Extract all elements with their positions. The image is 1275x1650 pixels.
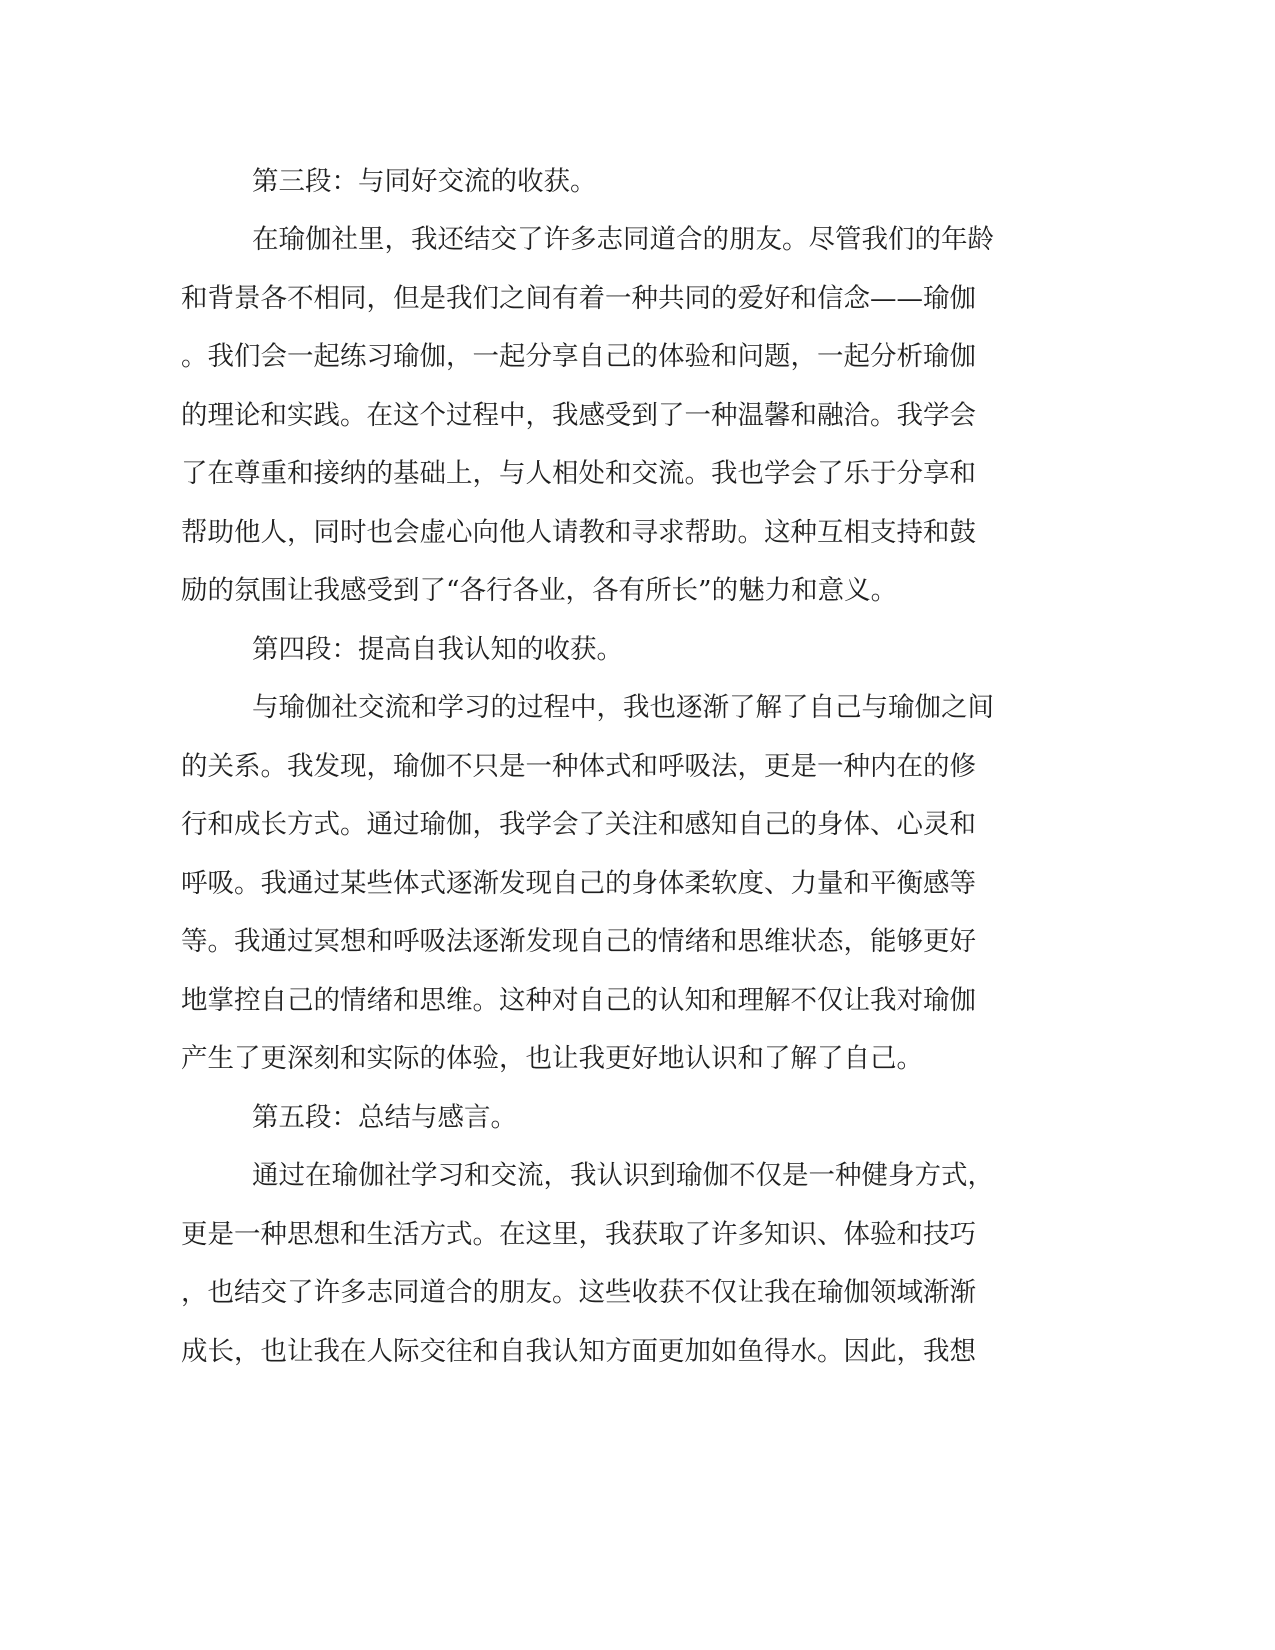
text-line: 地掌控自己的情绪和思维。这种对自己的认知和理解不仅让我对瑜伽 xyxy=(181,985,976,1016)
section-heading-4 xyxy=(0,630,1275,670)
text-line: 第四段：提高自我认知的收获。 xyxy=(252,634,623,665)
text-line: 行和成长方式。通过瑜伽，我学会了关注和感知自己的身体、心灵和 xyxy=(181,809,976,840)
paragraph-line xyxy=(0,396,1275,436)
text-line: 与瑜伽社交流和学习的过程中，我也逐渐了解了自己与瑜伽之间 xyxy=(252,692,994,723)
paragraph-line xyxy=(0,220,1275,260)
paragraph-line xyxy=(0,1215,1275,1255)
text-line: 通过在瑜伽社学习和交流，我认识到瑜伽不仅是一种健身方式， xyxy=(252,1160,994,1191)
section-heading-3 xyxy=(0,162,1275,202)
text-line: 和背景各不相同，但是我们之间有着一种共同的爱好和信念——瑜伽 xyxy=(181,283,976,314)
paragraph-line xyxy=(0,571,1275,611)
text-line: 的理论和实践。在这个过程中，我感受到了一种温馨和融洽。我学会 xyxy=(181,400,976,431)
text-line: 呼吸。我通过某些体式逐渐发现自己的身体柔软度、力量和平衡感等 xyxy=(181,868,976,899)
section-heading-5 xyxy=(0,1098,1275,1138)
text-line: 第三段：与同好交流的收获。 xyxy=(252,166,597,197)
paragraph-line xyxy=(0,1156,1275,1196)
text-line: 等。我通过冥想和呼吸法逐渐发现自己的情绪和思维状态，能够更好 xyxy=(181,926,976,957)
text-line: 帮助他人，同时也会虚心向他人请教和寻求帮助。这种互相支持和鼓 xyxy=(181,517,976,548)
paragraph-line xyxy=(0,513,1275,553)
paragraph-line xyxy=(0,1273,1275,1313)
paragraph-line xyxy=(0,1039,1275,1079)
paragraph-line xyxy=(0,805,1275,845)
text-line: 了在尊重和接纳的基础上，与人相处和交流。我也学会了乐于分享和 xyxy=(181,458,976,489)
text-line: 更是一种思想和生活方式。在这里，我获取了许多知识、体验和技巧 xyxy=(181,1219,976,1250)
paragraph-line xyxy=(0,337,1275,377)
paragraph-line xyxy=(0,864,1275,904)
paragraph-line xyxy=(0,922,1275,962)
paragraph-line xyxy=(0,688,1275,728)
text-line: 产生了更深刻和实际的体验，也让我更好地认识和了解了自己。 xyxy=(181,1043,923,1074)
paragraph-line xyxy=(0,747,1275,787)
text-line: ，也结交了许多志同道合的朋友。这些收获不仅让我在瑜伽领域渐渐 xyxy=(181,1277,976,1308)
text-line: 励的氛围让我感受到了“各行各业，各有所长”的魅力和意义。 xyxy=(181,575,898,606)
text-line: 的关系。我发现，瑜伽不只是一种体式和呼吸法，更是一种内在的修 xyxy=(181,751,976,782)
paragraph-line xyxy=(0,1332,1275,1372)
text-line: 在瑜伽社里，我还结交了许多志同道合的朋友。尽管我们的年龄 xyxy=(252,224,994,255)
paragraph-line xyxy=(0,981,1275,1021)
paragraph-line xyxy=(0,454,1275,494)
text-line: 。我们会一起练习瑜伽，一起分享自己的体验和问题，一起分析瑜伽 xyxy=(181,341,976,372)
text-line: 成长，也让我在人际交往和自我认知方面更加如鱼得水。因此，我想 xyxy=(181,1336,976,1367)
paragraph-line xyxy=(0,279,1275,319)
text-line: 第五段：总结与感言。 xyxy=(252,1102,517,1133)
